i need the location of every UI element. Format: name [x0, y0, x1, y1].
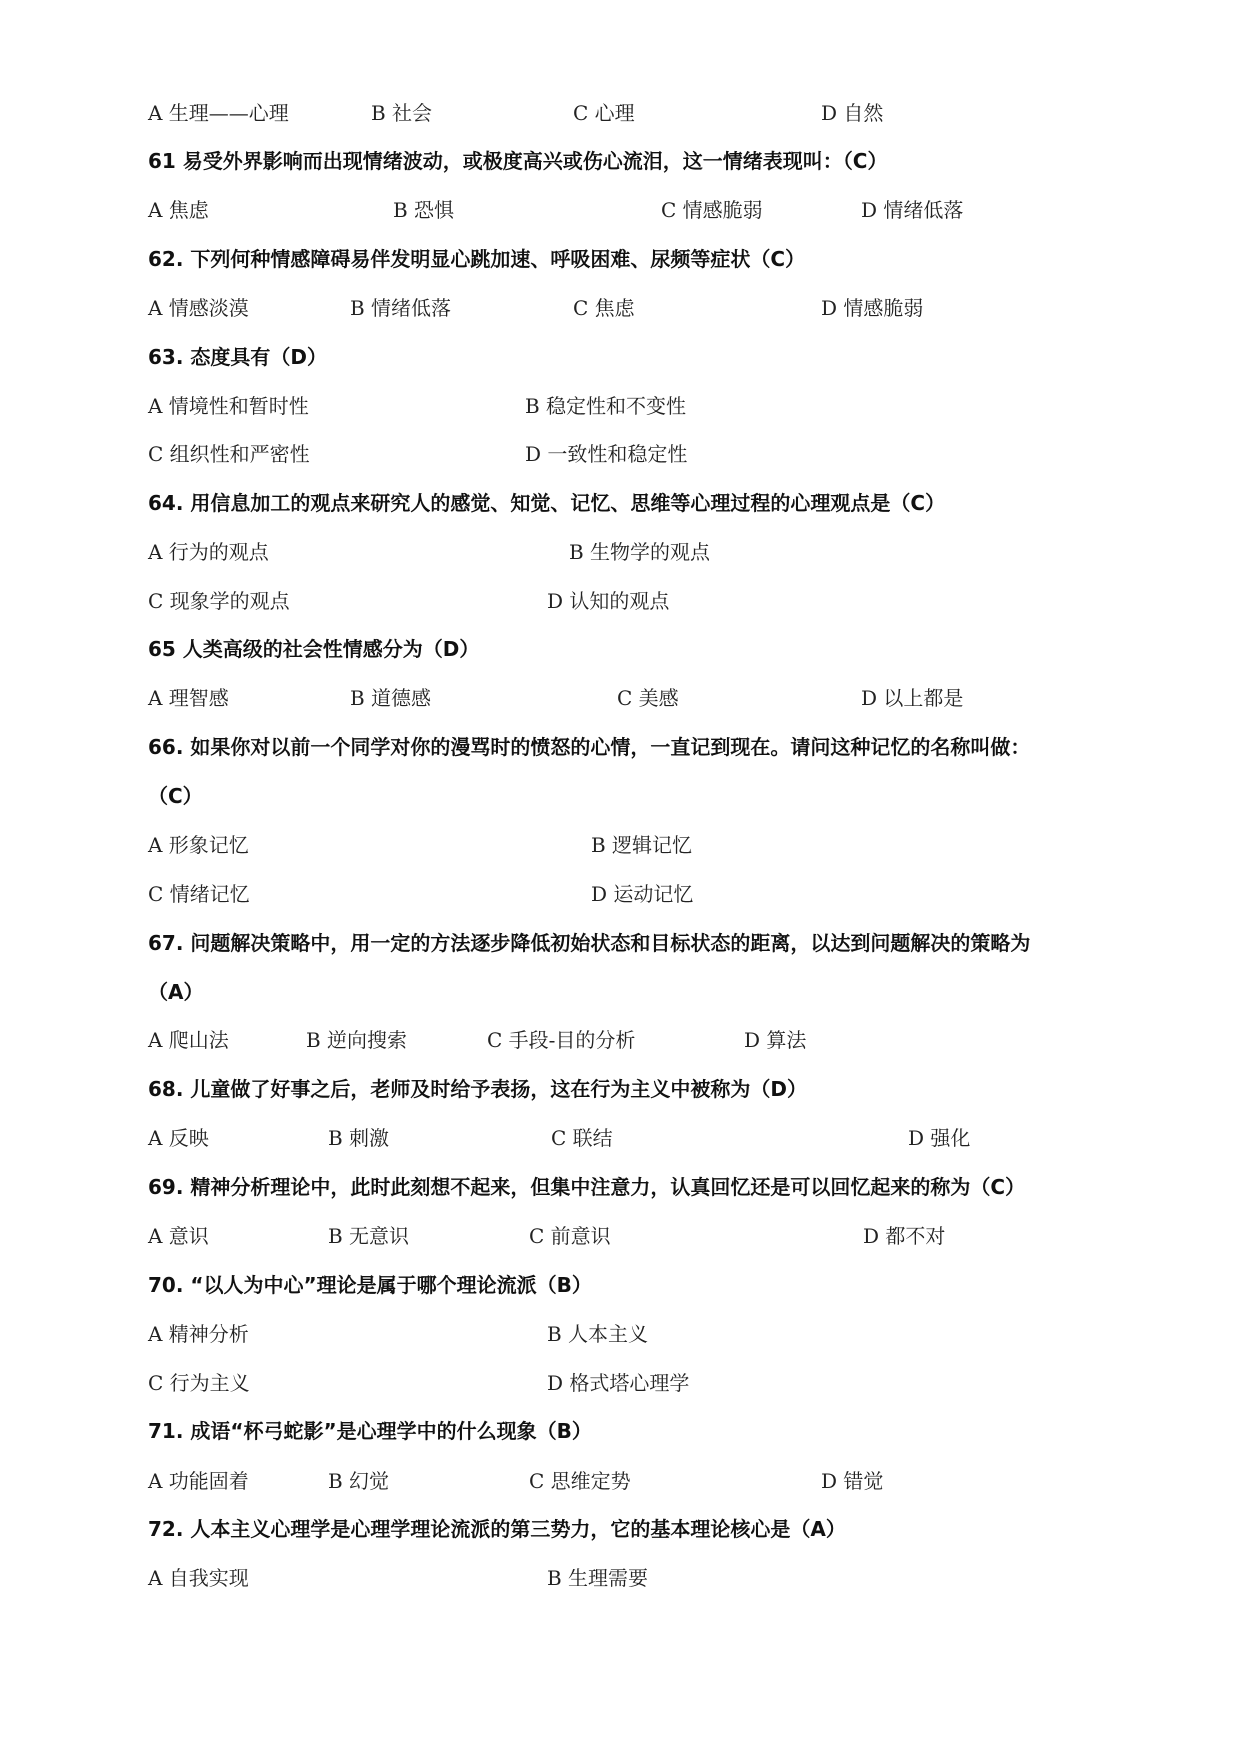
- option-c: C 思维定势: [529, 1469, 631, 1493]
- option-b: B 恐惧: [393, 198, 455, 222]
- question-62: 62. 下列何种情感障碍易伴发明显心跳加速、呼吸困难、尿频等症状（C）: [148, 247, 806, 271]
- option-a: A 焦虑: [148, 198, 209, 222]
- option-c: C 情绪记忆: [148, 882, 250, 906]
- option-d: D 都不对: [863, 1224, 946, 1248]
- question-67: 67. 问题解决策略中，用一定的方法逐步降低初始状态和目标状态的距离，以达到问题解决的策略为: [148, 931, 1031, 955]
- question-68: 68. 儿童做了好事之后，老师及时给予表扬，这在行为主义中被称为（D）: [148, 1077, 807, 1101]
- option-d: D 自然: [821, 101, 884, 125]
- option-c: C 美感: [617, 686, 679, 710]
- question-70: 70. “以人为中心”理论是属于哪个理论流派（B）: [148, 1273, 592, 1297]
- option-a: A 精神分析: [148, 1322, 249, 1346]
- option-d: D 错觉: [821, 1469, 884, 1493]
- option-b: B 逻辑记忆: [591, 833, 693, 857]
- option-b: B 生理需要: [547, 1566, 649, 1590]
- question-64: 64. 用信息加工的观点来研究人的感觉、知觉、记忆、思维等心理过程的心理观点是（C）: [148, 491, 946, 515]
- option-c: C 联结: [551, 1126, 613, 1150]
- option-c: C 前意识: [529, 1224, 611, 1248]
- question-66-answer: （C）: [148, 784, 203, 808]
- option-b: B 刺激: [328, 1126, 390, 1150]
- option-d: D 情感脆弱: [821, 296, 924, 320]
- option-b: B 无意识: [328, 1224, 410, 1248]
- option-c: C 行为主义: [148, 1371, 250, 1395]
- option-c: C 现象学的观点: [148, 589, 290, 613]
- option-a: A 行为的观点: [148, 540, 269, 564]
- question-61: 61 易受外界影响而出现情绪波动，或极度高兴或伤心流泪，这一情绪表现叫：（C）: [148, 149, 888, 173]
- option-c: C 情感脆弱: [661, 198, 763, 222]
- option-c: C 组织性和严密性: [148, 442, 310, 466]
- question-65: 65 人类高级的社会性情感分为（D）: [148, 637, 480, 661]
- question-67-answer: （A）: [148, 980, 204, 1004]
- option-d: D 格式塔心理学: [547, 1371, 690, 1395]
- option-a: A 形象记忆: [148, 833, 249, 857]
- option-a: A 反映: [148, 1126, 209, 1150]
- option-b: B 生物学的观点: [569, 540, 711, 564]
- option-d: D 情绪低落: [861, 198, 964, 222]
- option-d: D 一致性和稳定性: [525, 442, 688, 466]
- option-a: A 功能固着: [148, 1469, 249, 1493]
- option-b: B 稳定性和不变性: [525, 394, 687, 418]
- option-a: A 理智感: [148, 686, 229, 710]
- option-d: D 算法: [744, 1028, 807, 1052]
- option-a: A 爬山法: [148, 1028, 229, 1052]
- option-a: A 自我实现: [148, 1566, 249, 1590]
- option-b: B 逆向搜索: [306, 1028, 408, 1052]
- question-63: 63. 态度具有（D）: [148, 345, 327, 369]
- option-b: B 人本主义: [547, 1322, 649, 1346]
- option-a: A 情境性和暂时性: [148, 394, 309, 418]
- option-c: C 焦虑: [573, 296, 635, 320]
- option-c: C 手段-目的分析: [487, 1028, 636, 1052]
- option-b: B 道德感: [350, 686, 432, 710]
- option-b: B 幻觉: [328, 1469, 390, 1493]
- question-71: 71. 成语“杯弓蛇影”是心理学中的什么现象（B）: [148, 1419, 592, 1443]
- question-72: 72. 人本主义心理学是心理学理论流派的第三势力，它的基本理论核心是（A）: [148, 1517, 846, 1541]
- option-a: A 生理——心理: [148, 101, 289, 125]
- option-b: B 情绪低落: [350, 296, 452, 320]
- question-66: 66. 如果你对以前一个同学对你的漫骂时的愤怒的心情，一直记到现在。请问这种记忆的名称叫做：: [148, 735, 1031, 759]
- option-b: B 社会: [371, 101, 433, 125]
- question-69: 69. 精神分析理论中，此时此刻想不起来，但集中注意力，认真回忆还是可以回忆起来的称为（C）: [148, 1175, 1026, 1199]
- option-c: C 心理: [573, 101, 635, 125]
- option-d: D 以上都是: [861, 686, 964, 710]
- option-a: A 意识: [148, 1224, 209, 1248]
- option-a: A 情感淡漠: [148, 296, 249, 320]
- option-d: D 运动记忆: [591, 882, 694, 906]
- option-d: D 强化: [908, 1126, 971, 1150]
- option-d: D 认知的观点: [547, 589, 670, 613]
